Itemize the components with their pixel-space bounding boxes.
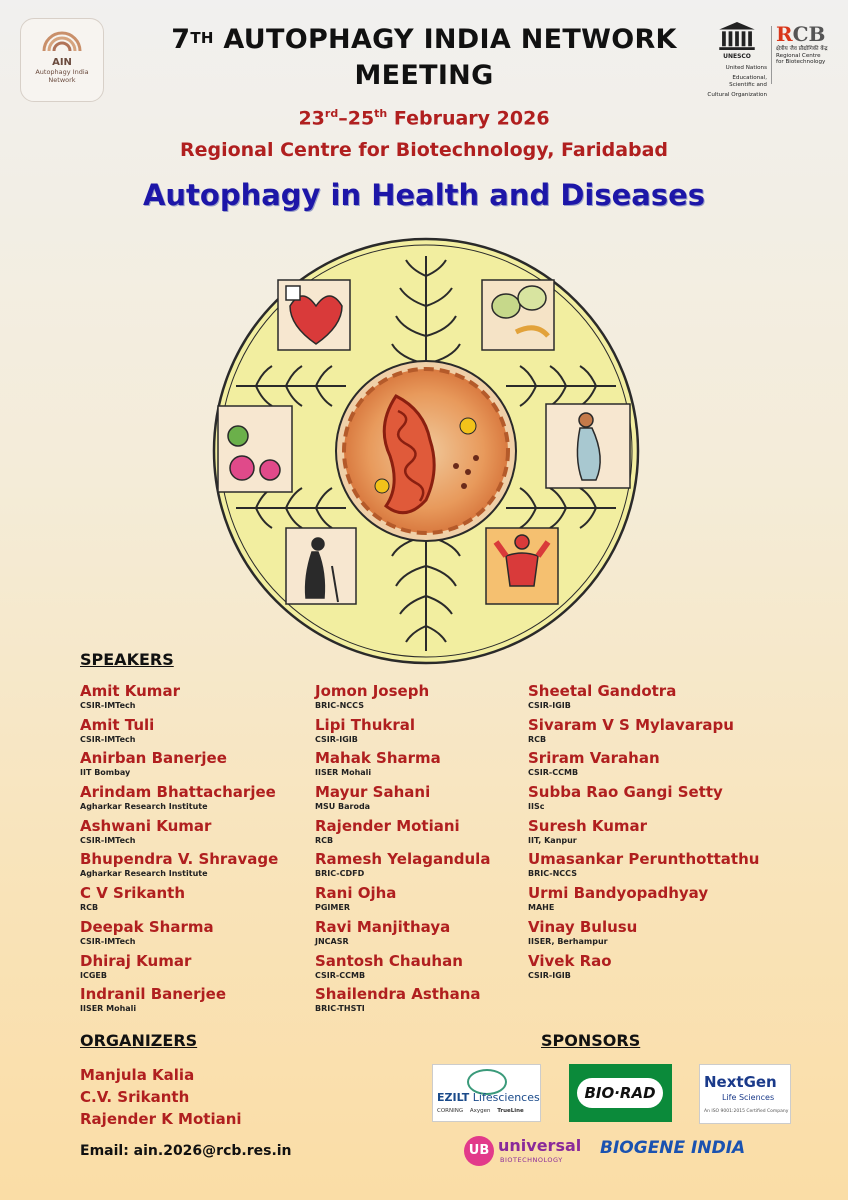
rcb-line2: for Biotechnology [776,59,826,66]
title-ordinal: TH [190,29,214,47]
speaker-name: Ravi Manjithaya [315,917,451,936]
speaker-entry [315,749,555,783]
speaker-institute: CSIR-IGIB [315,734,358,744]
speaker-entry [80,716,320,750]
speaker-institute: IISER, Berhampur [528,936,608,946]
ain-logo [20,18,104,102]
speaker-entry [528,952,768,986]
unesco-line2: Educational, Scientific and [729,75,767,88]
unesco-line1: United Nations [725,64,767,71]
speaker-name: Ashwani Kumar [80,816,212,835]
organizer-name: C.V. Srikanth [80,1088,190,1106]
speaker-institute: IISER Mohali [315,768,372,778]
panel-pregnancy [546,404,630,488]
speaker-name: Rajender Motiani [315,816,460,835]
speaker-institute: IISc [528,802,545,812]
event-venue: Regional Centre for Biotechnology, Faridabad [179,139,669,161]
speaker-name: Deepak Sharma [80,917,214,936]
speakers-column-2 [315,682,555,1019]
speaker-name: Mayur Sahani [315,783,431,802]
autophagy-illustration [206,236,646,666]
speaker-institute: PGIMER [315,903,350,913]
panel-bacteria [482,280,554,350]
rcb-hindi: क्षेत्रीय जैव प्रौद्योगिकी केंद्र [776,46,828,52]
speaker-institute: MAHE [528,903,555,913]
speaker-institute: CSIR-CCMB [315,970,366,980]
universal-sub: BIOTECHNOLOGY [500,1156,563,1164]
speaker-institute: CSIR-IGIB [528,701,571,710]
speaker-entry [528,884,768,918]
speaker-entry [528,749,768,783]
biorad-wordmark: BIO·RAD [577,1078,663,1108]
speaker-entry [528,817,768,851]
speaker-institute: RCB [315,835,334,845]
nextgen-name: NextGen [704,1073,777,1091]
unesco-wordmark: UNESCO [723,53,751,60]
speaker-entry [80,850,320,884]
speaker-name: Rani Ojha [315,884,397,903]
speaker-entry [80,985,320,1019]
sponsor-biogene: BIOGENE INDIA [600,1138,746,1158]
unesco-line3: Cultural Organization [707,92,767,99]
speaker-entry [80,749,320,783]
ezilt-name: EZILT [437,1091,470,1104]
speaker-name: Jomon Joseph [315,682,430,700]
speaker-institute: CSIR-IMTech [80,936,136,946]
partner-axygen: Axygen [469,1108,491,1114]
speaker-name: Mahak Sharma [315,749,441,768]
universal-name: universal [498,1136,582,1155]
organizers-heading: ORGANIZERS [80,1031,198,1050]
rcb-logo [776,22,844,92]
speaker-institute: RCB [528,734,547,744]
ain-logo-line1: Autophagy India [35,68,89,76]
speaker-name: Sivaram V S Mylavarapu [528,715,734,734]
partner-corning: CORNING [437,1108,464,1114]
speaker-institute: ICGEB [80,970,107,980]
speaker-name: Anirban Banerjee [80,749,227,768]
speaker-institute: JNCASR [315,936,349,946]
speaker-institute: IIT, Kanpur [528,835,577,845]
speaker-name: Umasankar Perunthottathu [528,850,760,869]
sponsor-universal [464,1134,590,1172]
speaker-institute: CSIR-IMTech [80,835,136,845]
speakers-column-3 [528,682,768,985]
speaker-institute: CSIR-IMTech [80,701,136,710]
speaker-entry [315,985,555,1019]
speaker-institute: BRIC-THSTI [315,1004,365,1014]
speaker-name: Subba Rao Gangi Setty [528,783,723,802]
speaker-name: Sheetal Gandotra [528,682,677,700]
universal-mark-icon: UB [464,1136,494,1166]
speaker-entry [528,783,768,817]
speakers-heading: SPEAKERS [80,650,174,669]
speaker-name: Sriram Varahan [528,749,660,768]
speaker-name: Amit Tuli [80,715,155,734]
event-theme: Autophagy in Health and Diseases [142,178,706,212]
speaker-institute: CSIR-IMTech [80,734,136,744]
speaker-entry [315,783,555,817]
speaker-institute: MSU Baroda [315,802,371,812]
speaker-entry [315,850,555,884]
panel-elderly [286,528,356,604]
title-number: 7 [171,24,191,55]
speaker-name: Suresh Kumar [528,816,648,835]
speaker-institute: CSIR-IGIB [528,970,571,980]
speaker-name: Bhupendra V. Shravage [80,850,279,869]
speaker-entry [80,783,320,817]
speaker-name: Ramesh Yelagandula [315,850,491,869]
speaker-institute: Agharkar Research Institute [80,869,208,879]
speaker-name: Vivek Rao [528,951,612,970]
speaker-name: Indranil Banerjee [80,985,226,1004]
speaker-entry [80,918,320,952]
speaker-entry [528,918,768,952]
speaker-entry [315,884,555,918]
nextgen-sub: Life Sciences [722,1093,775,1102]
speaker-institute: BRIC-NCCS [315,701,364,710]
speaker-entry [315,716,555,750]
speaker-entry [80,817,320,851]
speaker-entry [315,817,555,851]
ain-logo-abbr: AIN [52,57,72,68]
rainbow-icon [42,29,82,51]
speaker-name: Shailendra Asthana [315,985,481,1004]
speaker-entry [80,682,320,716]
organizer-name: Rajender K Motiani [80,1110,242,1128]
speaker-entry [528,682,768,716]
speaker-name: Dhiraj Kumar [80,951,192,970]
speaker-entry [80,952,320,986]
speaker-name: C V Srikanth [80,884,186,903]
title-text: AUTOPHAGY INDIA NETWORK [213,24,677,55]
speaker-institute: Agharkar Research Institute [80,802,208,812]
speaker-entry [80,884,320,918]
ezilt-suffix: Lifesciences [469,1091,540,1104]
organizer-name: Manjula Kalia [80,1066,195,1084]
unesco-temple-icon [718,22,756,50]
speaker-entry [528,716,768,750]
speaker-entry [315,952,555,986]
speaker-institute: IISER Mohali [80,1004,137,1014]
panel-heart [278,280,350,350]
speaker-institute: RCB [80,903,99,913]
speaker-entry [315,918,555,952]
nextgen-cert: An ISO 9001:2015 Certified Company [704,1109,789,1114]
panel-strength [486,528,558,604]
partner-trueline: TrueLine [497,1108,524,1114]
speaker-name: Amit Kumar [80,682,180,700]
sponsor-nextgen [699,1064,791,1124]
logo-divider [771,26,772,84]
sponsor-biorad [569,1064,672,1122]
page-title [120,22,728,94]
speakers-column-1 [80,682,320,1019]
speaker-name: Vinay Bulusu [528,917,638,936]
speaker-institute: IIT Bombay [80,768,131,778]
sponsor-ezilt [432,1064,541,1122]
contact-email[interactable]: Email: ain.2026@rcb.res.in [80,1143,292,1159]
speaker-entry [528,850,768,884]
panel-infection [218,406,292,492]
organizers-list [80,1064,242,1130]
rcb-line1: Regional Centre [776,52,821,59]
event-dates: 23rd–25th February 2026 [298,107,550,130]
rcb-wordmark: RCB [776,22,826,46]
speaker-institute: CSIR-CCMB [528,768,579,778]
sponsors-heading: SPONSORS [541,1031,641,1050]
speaker-name: Arindam Bhattacharjee [80,783,276,802]
speaker-name: Urmi Bandyopadhyay [528,884,709,903]
speaker-institute: BRIC-NCCS [528,869,577,879]
title-line2: MEETING [354,60,494,91]
ain-logo-line2: Network [48,76,76,84]
speaker-name: Lipi Thukral [315,715,416,734]
unesco-logo [707,22,767,99]
speaker-name: Santosh Chauhan [315,951,463,970]
speaker-entry [315,682,555,716]
speaker-institute: BRIC-CDFD [315,869,365,879]
